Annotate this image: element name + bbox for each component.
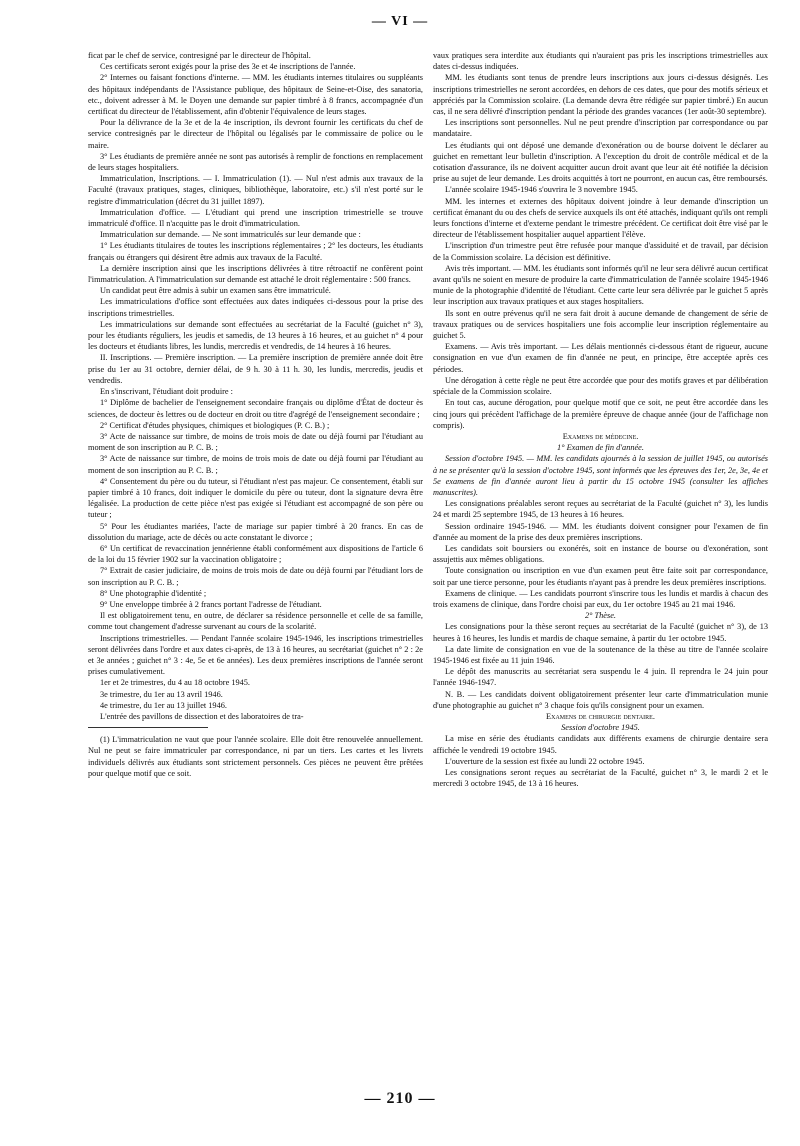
right-paragraph: Les consignations préalables seront reçues au secrétariat de la Faculté (guichet n° 3), les lundis 24 et mardi 25 septembre 1945, de 13 heures à 16 heures. <box>433 499 768 520</box>
left-paragraph: Il est obligatoirement tenu, en outre, de déclarer sa résidence personnelle et celle de sa famille, comme tout changement d'adresse survenant au cours de la scolarité. <box>88 611 423 632</box>
page-number: — 210 — <box>364 1090 436 1107</box>
left-paragraph: L'entrée des pavillons de dissection et des laboratoires de tra- <box>100 711 304 721</box>
footnote: (1) L'immatriculation ne vaut que pour l'année scolaire. Elle doit être renouvelée annuellement. Nul ne peut se faire immatriculer par correspondance, ni par un tiers. Les cartes et les livrets individuels délivrés aux étudiants sont strictement personnels. Ces pièces ne peuvent être prêtées pour quelque motif que ce soit. <box>88 735 423 778</box>
left-paragraph: 6° Un certificat de revaccination jennérienne établi conformément aux dispositions de l'article 6 de la loi du 15 février 1902 sur la vaccination obligatoire ; <box>88 543 423 565</box>
left-paragraph: Pour la délivrance de la 3e et de la 4e inscription, ils devront fournir les certificats du chef de service contresignés par le directeur de l'hôpital ou légalisés par le commissaire de police ou le maire. <box>88 118 423 150</box>
left-paragraph: 2° Certificat d'études physiques, chimiques et biologiques (P. C. B.) ; <box>100 420 330 430</box>
left-paragraph: Immatriculation sur demande. — Ne sont immatriculés sur leur demande que : <box>100 230 361 240</box>
left-paragraph: 1er et 2e trimestres, du 4 au 18 octobre 1945. <box>100 678 250 688</box>
left-paragraph: 8° Une photographie d'identité ; <box>100 588 207 598</box>
right-paragraph: Ils sont en outre prévenus qu'il ne sera fait droit à aucune demande de changement de série de travaux pratiques ou de services hospitaliers une fois accomplie leur inscription réglementaire au guichet 5. <box>433 308 768 341</box>
right-paragraph: MM. les étudiants sont tenus de prendre leurs inscriptions aux jours ci-dessus désignés. Les inscriptions trimestrielles ne seront accordées, en dehors de ces dates, que pour des motifs sérieux et appréciés par la Commission scolaire. (La demande devra être rédigée sur papier timbré.) En aucun cas, il ne sera délivré d'inscription pendant la période des grandes vacances (1er août-30 septembre). <box>433 73 768 117</box>
left-paragraph: 3° Acte de naissance sur timbre, de moins de trois mois de date ou déjà fourni par l'étudiant au moment de son inscription au P. C. B. ; <box>88 431 423 453</box>
left-paragraph: 3e trimestre, du 1er au 13 avril 1946. <box>100 689 223 699</box>
right-paragraph: Examens. — Avis très important. — Les délais mentionnés ci-dessous étant de rigueur, aucune consignation en vue d'un examen de fin d'année ne peut, en principe, être acceptée après ces périodes. <box>433 342 768 374</box>
right-paragraph: Les candidats soit boursiers ou exonérés, soit en instance de bourse ou d'exonération, sont assujettis aux mêmes obligations. <box>433 543 768 565</box>
right-paragraph: Examens de chirurgie dentaire. <box>546 711 655 721</box>
right-paragraph: La mise en série des étudiants candidats aux différents examens de chirurgie dentaire sera affichée le vendredi 19 octobre 1945. <box>433 734 768 755</box>
left-paragraph: Ces certificats seront exigés pour la prise des 3e et 4e inscriptions de l'année. <box>100 62 356 72</box>
left-paragraph: 3° Les étudiants de première année ne sont pas autorisés à remplir de fonctions en remplacement de leurs stages hospitaliers. <box>88 151 423 173</box>
right-paragraph: 2° Thèse. <box>585 611 616 621</box>
right-paragraph: Le dépôt des manuscrits au secrétariat sera suspendu le 4 juin. Il reprendra le 24 juin pour l'année 1946-1947. <box>433 667 768 688</box>
left-paragraph: ficat par le chef de service, contresigné par le directeur de l'hôpital. <box>88 51 311 60</box>
left-paragraph: Immatriculation, Inscriptions. — I. Immatriculation (1). — Nul n'est admis aux travaux de la Faculté (travaux pratiques, stages, cliniques, bibliothèque, laboratoire, etc.) s'il n'est porté sur le registre d'immatriculation (décret du 31 juillet 1897). <box>88 174 423 206</box>
left-paragraph: 4e trimestre, du 1er au 13 juillet 1946. <box>100 700 227 710</box>
right-paragraph: MM. les internes et externes des hôpitaux doivent joindre à leur demande d'inscription un certificat émanant du ou des chefs de service auxquels ils ont été attachés, indiquant qu'ils ont rempli leurs fonctions d'interne et d'externe pendant le trimestre précédent. Ce certificat doit être visé par le directeur de l'établissement hospitalier auquel appartient l'élève. <box>433 196 768 240</box>
right-paragraph: Les étudiants qui ont déposé une demande d'exonération ou de bourse doivent le déclarer au guichet en remettant leur bulletin d'inscription. A l'exception du droit de contrôle médical et de la cotisation d'assurance, ils ne doivent acquitter aucun droit avant que leur ait été notifiée la décision prise au sujet de leur demande. Les droits acquittés à tort ne pourront, en aucun cas, être remboursés. <box>433 140 768 184</box>
right-paragraph: Examens de clinique. — Les candidats pourront s'inscrire tous les lundis et mardis à chacun des trois examens de clinique, dans l'ordre choisi par eux, du 1er octobre 1945 au 21 mai 1946. <box>433 588 768 609</box>
left-paragraph: Inscriptions trimestrielles. — Pendant l'année scolaire 1945-1946, les inscriptions trimestrielles seront délivrées dans l'ordre et aux dates ci-après, de 13 à 16 heures, au secrétariat (guichet n° 2 : 2e et 3e années ; guichet n° 3 : 4e, 5e et 6e années). Les deux premières inscriptions de l'année seront prises cumulativement. <box>88 633 423 677</box>
right-paragraph: Session d'octobre 1945. <box>561 723 640 733</box>
right-column <box>433 50 768 789</box>
left-paragraph: II. Inscriptions. — Première inscription. — La première inscription de première année doit être prise du 1er au 31 octobre, dernier délai, de 9 h. 30 à 11 h. 30, les lundis, mercredis, jeudis et vendredis. <box>88 353 423 385</box>
right-paragraph: N. B. — Les candidats doivent obligatoirement présenter leur carte d'immatriculation munie d'une photographie au guichet n° 3 chaque fois qu'ils consignent pour un examen. <box>433 689 768 710</box>
left-column <box>88 50 423 779</box>
left-paragraph: Les immatriculations sur demande sont effectuées au secrétariat de la Faculté (guichet n° 3), pour les étudiants réguliers, les jeudis et samedis, de 13 heures à 16 heures, et au guichet n° 4 pour les docteurs et étudiants libres, les lundis, mercredis et vendredis, de 14 heures à 16 heures. <box>88 319 423 352</box>
right-paragraph: L'année scolaire 1945-1946 s'ouvrira le 3 novembre 1945. <box>445 185 638 195</box>
right-paragraph: L'inscription d'un trimestre peut être refusée pour manque d'assiduité et de travail, par décision de la Commission scolaire. La décision est définitive. <box>433 241 768 262</box>
right-paragraph: La date limite de consignation en vue de la soutenance de la thèse au titre de l'année scolaire 1945-1946 est fixée au 11 juin 1946. <box>433 644 768 665</box>
right-paragraph: Les consignations pour la thèse seront reçues au secrétariat de la Faculté (guichet n° 3), de 13 heures à 16 heures, les lundis et mardis de chaque semaine, à partir du 1er octobre 1945. <box>433 622 768 643</box>
right-paragraph: Une dérogation à cette règle ne peut être accordée que pour des motifs graves et par délibération spéciale de la Commission scolaire. <box>433 375 768 397</box>
left-paragraph: Immatriculation d'office. — L'étudiant qui prend une inscription trimestrielle se trouve immatriculé d'office. Il n'acquitte pas le droit d'immatriculation. <box>88 207 423 229</box>
left-paragraph: 4° Consentement du père ou du tuteur, si l'étudiant n'est pas majeur. Ce consentement, établi sur papier timbré à 10 francs, doit indiquer le domicile du père ou tuteur, dont la signature devra être légalisée. La production de cette pièce n'est pas exigée si l'étudiant est accompagné de son père ou tuteur ; <box>88 476 423 520</box>
right-paragraph: Avis très important. — MM. les étudiants sont informés qu'il ne leur sera délivré aucun certificat avant qu'ils ne soient en mesure de produire la carte d'immatriculation de l'année scolaire 1945-1946 munie de la photographie d'identité de l'étudiant. Cette carte leur sera délivrée par le guichet 5 après leur inscription aux travaux pratiques et aux stages hospitaliers. <box>433 263 768 307</box>
right-paragraph: Toute consignation ou inscription en vue d'un examen peut être faite soit par correspondance, soit par une tierce personne, pour les étudiants n'ayant pas à prendre les deux premières inscriptions. <box>433 566 768 587</box>
page-roman-numeral: — VI — <box>371 14 429 29</box>
left-paragraph: 3° Acte de naissance sur timbre, de moins de trois mois de date ou déjà fourni par l'étudiant au moment de son inscription au P. C. B. ; <box>88 454 423 475</box>
right-paragraph: vaux pratiques sera interdite aux étudiants qui n'auraient pas pris les inscriptions trimestrielles aux dates ci-dessus indiquées. <box>433 51 768 72</box>
left-paragraph: Les immatriculations d'office sont effectuées aux dates indiquées ci-dessous pour la prise des inscriptions trimestrielles. <box>88 297 423 318</box>
left-paragraph: 1° Les étudiants titulaires de toutes les inscriptions réglementaires ; 2° les docteurs, les étudiants français ou étrangers qui désirent être admis aux travaux de la Faculté. <box>88 241 423 262</box>
left-paragraph: 1° Diplôme de bachelier de l'enseignement secondaire français ou diplôme d'État de docteur ès sciences, de docteur ès lettres ou de docteur en droit ou titre d'agrégé de l'enseignement secondaire ; <box>88 398 423 419</box>
right-paragraph: Session ordinaire 1945-1946. — MM. les étudiants doivent consigner pour l'examen de fin d'année au moment de la prise des deux premières inscriptions. <box>433 521 768 542</box>
left-paragraph: Un candidat peut être admis à subir un examen sans être immatriculé. <box>100 286 331 296</box>
left-paragraph: 2° Internes ou faisant fonctions d'interne. — MM. les étudiants internes titulaires ou suppléants des hôpitaux indépendants de l'Assistance publique, des hôpitaux de Seine-et-Oise, des sanatoria, etc., doivent adresser à M. le Doyen une demande sur papier timbré à 8 francs, accompagnée d'un certificat du directeur de l'établissement, afin d'obtenir l'équivalence de leurs stages. <box>88 73 423 117</box>
left-paragraph: 9° Une enveloppe timbrée à 2 francs portant l'adresse de l'étudiant. <box>100 599 322 609</box>
footnote-rule <box>88 727 208 728</box>
right-paragraph: Les consignations seront reçues au secrétariat de la Faculté, guichet n° 3, le mardi 2 et le mercredi 3 octobre 1945, de 13 à 16 heures. <box>433 768 768 789</box>
right-paragraph: Session d'octobre 1945. — MM. les candidats ajournés à la session de juillet 1945, ou autorisés à ne se présenter qu'à la session d'octobre 1945, sont informés que les épreuves des 1er, 2e, 3e, 4e et 5e examens de fin d'année auront lieu à partir du 15 octobre 1945 (consulter les affiches manuscrites). <box>433 454 768 497</box>
left-paragraph: En s'inscrivant, l'étudiant doit produire : <box>100 387 233 397</box>
right-paragraph: En tout cas, aucune dérogation, pour quelque motif que ce soit, ne peut être accordée dans les cinq jours qui précèdent l'affichage de la première épreuve de chaque année (jour de l'affichage non compris). <box>433 398 768 430</box>
left-paragraph: 5° Pour les étudiantes mariées, l'acte de mariage sur papier timbré à 20 francs. En cas de dissolution du mariage, acte de décès ou acte constatant le divorce ; <box>88 521 423 542</box>
left-paragraph: La dernière inscription ainsi que les inscriptions délivrées à titre rétroactif ne confèrent point l'immatriculation. A l'immatriculation sur demande est attaché le droit réglementaire : 500 francs. <box>88 263 423 285</box>
right-paragraph: Examens de médecine. <box>562 431 639 441</box>
right-paragraph: L'ouverture de la session est fixée au lundi 22 octobre 1945. <box>445 756 645 766</box>
right-paragraph: 1° Examen de fin d'année. <box>557 443 644 453</box>
right-paragraph: Les inscriptions sont personnelles. Nul ne peut prendre d'inscription par correspondance ou par mandataire. <box>433 118 768 139</box>
left-paragraph: 7° Extrait de casier judiciaire, de moins de trois mois de date ou déjà fourni par l'étudiant lors de son inscription au P. C. B. ; <box>88 566 423 587</box>
